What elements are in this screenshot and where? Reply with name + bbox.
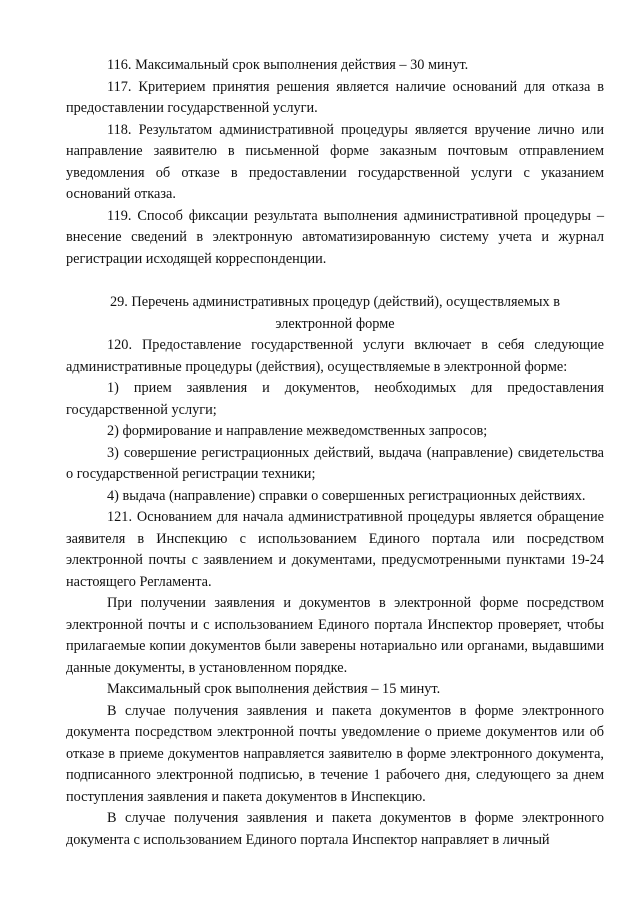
section-heading: 29. Перечень административных процедур (действий), осуществляемых в электронной форме <box>109 294 561 332</box>
paragraph-118: 118. Результатом административной процедуры является вручение лично или направление заявителю в письменной форме заказным почтовым отправлением уведомления об отказе в предоставлении государственной услуги с указанием оснований отказа. <box>66 121 604 202</box>
paragraph-120: 120. Предоставление государственной услуги включает в себя следующие административные процедуры (действия), осуществляемые в электронной форме: <box>66 337 604 375</box>
paragraph-119: 119. Способ фиксации результата выполнения административной процедуры – внесение сведений в электронную автоматизированную систему учета и журнал регистрации исходящей корреспонденции. <box>66 207 604 267</box>
paragraph-117: 117. Критерием принятия решения является наличие оснований для отказа в предоставлении государственной услуги. <box>66 78 604 116</box>
paragraph-electronic-check: При получении заявления и документов в электронной форме посредством электронной почты и с использованием Единого портала Инспектор проверяет, чтобы прилагаемые копии документов были заверены нотариально или органами, выдавшими данные документы, в установленном порядке. <box>66 595 604 676</box>
paragraph-116: 116. Максимальный срок выполнения действия – 30 минут. <box>107 57 469 73</box>
list-item-3: 3) совершение регистрационных действий, выдача (направление) свидетельства о государственной регистрации техники; <box>66 444 604 482</box>
list-item-1: 1) прием заявления и документов, необходимых для предоставления государственной услуги; <box>66 380 604 418</box>
list-item-2: 2) формирование и направление межведомственных запросов; <box>107 423 488 439</box>
paragraph-121: 121. Основанием для начала административной процедуры является обращение заявителя в Инспекцию с использованием Единого портала или посредством электронной почты с заявлением и документами, предусмотренными пунктами 19-24 настоящего Регламента. <box>66 509 604 590</box>
list-item-4: 4) выдача (направление) справки о совершенных регистрационных действиях. <box>107 487 586 504</box>
paragraph-max-time: Максимальный срок выполнения действия – 15 минут. <box>107 681 441 697</box>
paragraph-portal-notice: В случае получения заявления и пакета документов в форме электронного документа с использованием Единого портала Инспектор направляет в личный <box>66 810 604 848</box>
paragraph-email-notice: В случае получения заявления и пакета документов в форме электронного документа посредством электронной почты уведомление о приеме документов или об отказе в приеме документов направляется заявителю в форме электронного документа, подписанного электронной подписью, в течение 1 рабочего дня, следующего за днем поступления заявления и пакета документов в Инспекцию. <box>66 702 604 805</box>
section-spacer <box>66 270 604 292</box>
document-page <box>66 55 604 851</box>
